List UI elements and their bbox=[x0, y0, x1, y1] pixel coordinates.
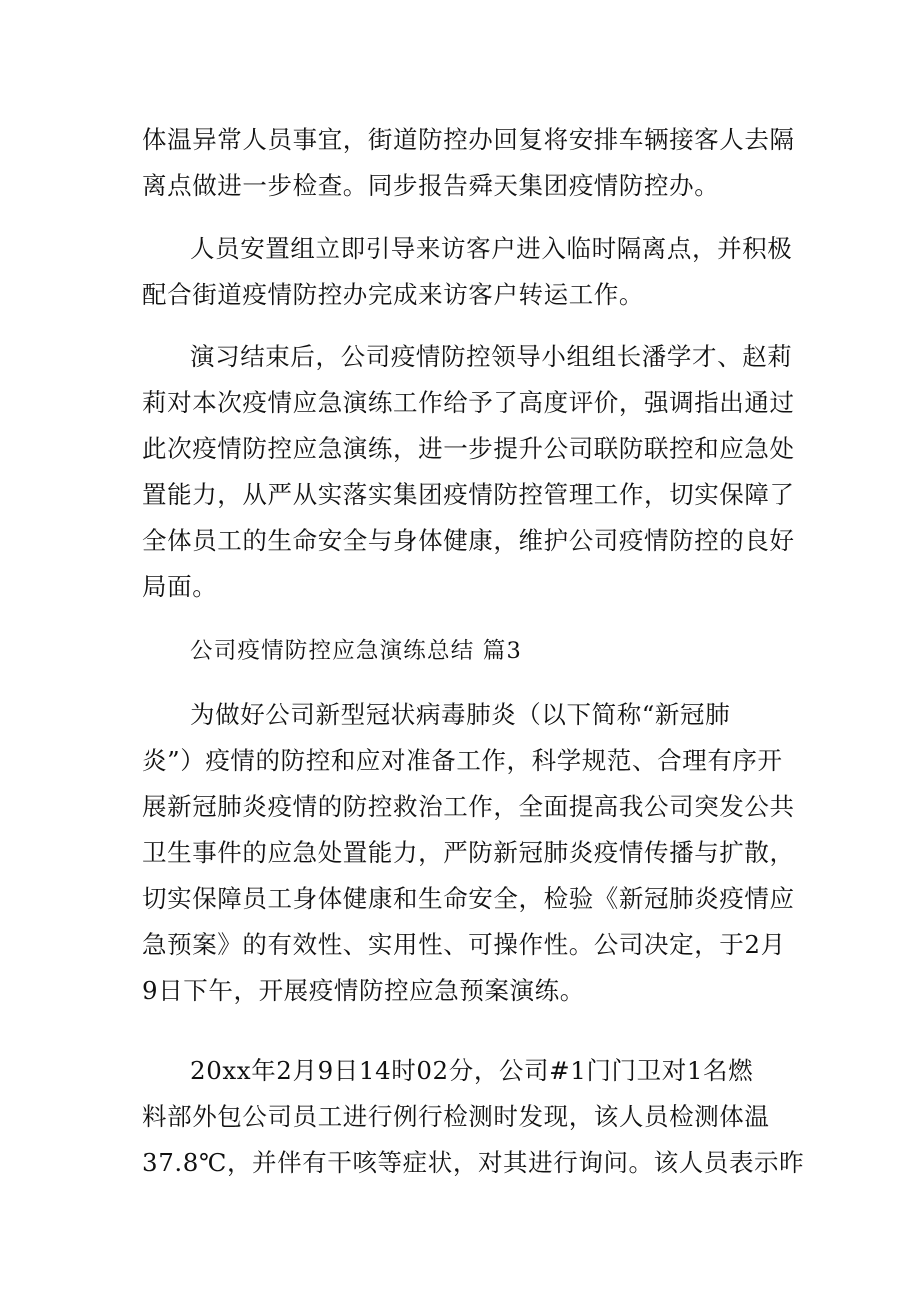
paragraph-3-line-3: 此次疫情防控应急演练，进一步提升公司联防联控和应急处 bbox=[142, 434, 795, 463]
paragraph-4-line-3: 展新冠肺炎疫情的防控救治工作，全面提高我公司突发公共 bbox=[142, 792, 795, 821]
paragraph-3-line-5: 全体员工的生命安全与身体健康，维护公司疫情防控的良好 bbox=[142, 526, 795, 555]
paragraph-4-line-5: 切实保障员工身体健康和生命安全，检验《新冠肺炎疫情应 bbox=[142, 884, 795, 913]
paragraph-4-line-2: 炎”）疫情的防控和应对准备工作，科学规范、合理有序开 bbox=[142, 746, 783, 775]
paragraph-5-line-2: 料部外包公司员工进行例行检测时发现，该人员检测体温 bbox=[142, 1102, 770, 1131]
paragraph-4-line-6: 急预案》的有效性、实用性、可操作性。公司决定，于2月 bbox=[142, 930, 786, 959]
paragraph-1-line-1: 体温异常人员事宜，街道防控办回复将安排车辆接客人去隔 bbox=[142, 125, 795, 154]
paragraph-4-line-7: 9日下午，开展疫情防控应急预案演练。 bbox=[142, 976, 585, 1005]
paragraph-1-line-2: 离点做进一步检查。同步报告舜天集团疫情防控办。 bbox=[142, 171, 720, 200]
paragraph-5-line-1: 20xx年2月9日14时02分，公司#1门门卫对1名燃 bbox=[190, 1056, 754, 1085]
paragraph-3-line-4: 置能力，从严从实落实集团疫情防控管理工作，切实保障了 bbox=[142, 480, 795, 509]
section-heading: 公司疫情防控应急演练总结 篇3 bbox=[190, 638, 522, 664]
paragraph-4-line-4: 卫生事件的应急处置能力，严防新冠肺炎疫情传播与扩散， bbox=[142, 838, 795, 867]
paragraph-2-line-1: 人员安置组立即引导来访客户进入临时隔离点，并积极 bbox=[190, 234, 793, 263]
paragraph-2-line-2: 配合街道疫情防控办完成来访客户转运工作。 bbox=[142, 280, 644, 309]
paragraph-3-line-2: 莉对本次疫情应急演练工作给予了高度评价，强调指出通过 bbox=[142, 388, 795, 417]
paragraph-3-line-6: 局面。 bbox=[142, 572, 218, 601]
paragraph-3-line-1: 演习结束后，公司疫情防控领导小组组长潘学才、赵莉 bbox=[190, 342, 793, 371]
paragraph-5-line-3: 37.8℃，并伴有干咳等症状，对其进行询问。该人员表示昨 bbox=[142, 1148, 805, 1177]
paragraph-4-line-1: 为做好公司新型冠状病毒肺炎（以下简称“新冠肺 bbox=[190, 700, 731, 729]
